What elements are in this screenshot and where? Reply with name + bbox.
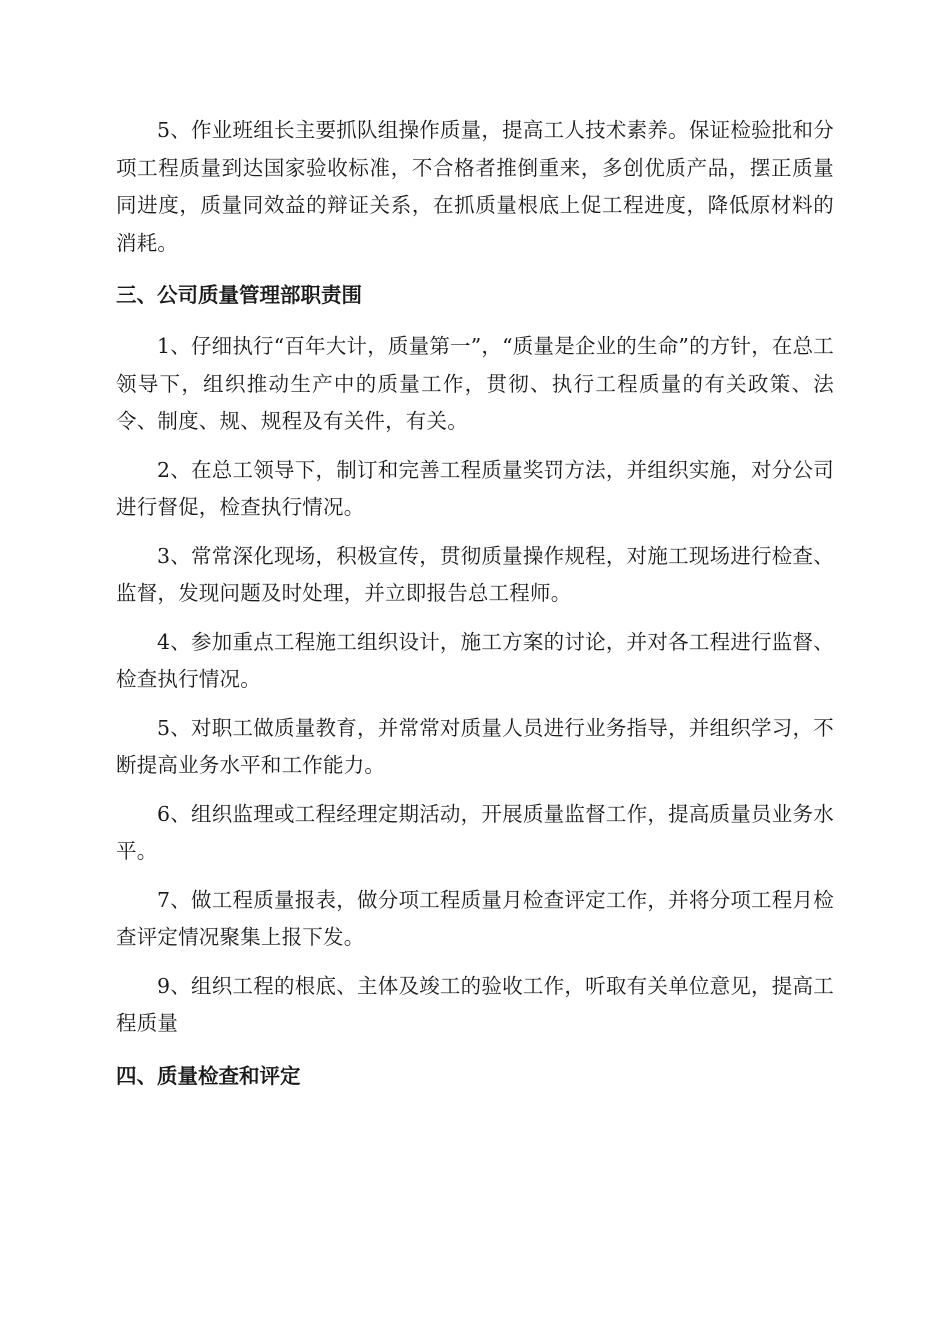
section-three-item-1: 1、仔细执行“百年大计，质量第一”，“质量是企业的生命”的方针，在总工领导下，组织推动生产中的质量工作，贯彻、执行工程质量的有关政策、法令、制度、规、规程及有关件，有关。 <box>116 334 834 433</box>
section-three-item-4: 4、参加重点工程施工组织设计，施工方案的讨论，并对各工程进行监督、检查执行情况。 <box>116 629 834 691</box>
section-heading-three: 三、公司质量管理部职责围 <box>116 283 362 307</box>
section-three-item-3: 3、常常深化现场，积极宣传，贯彻质量操作规程，对施工现场进行检查、监督，发现问题及时处理，并立即报告总工程师。 <box>116 543 834 605</box>
section-three-item-2: 2、在总工领导下，制订和完善工程质量奖罚方法，并组织实施，对分公司进行督促，检查执行情况。 <box>116 457 834 519</box>
paragraph-team-leader-duties: 5、作业班组长主要抓队组操作质量，提高工人技术素养。保证检验批和分项工程质量到达国家验收标准，不合格者推倒重来，多创优质产品，摆正质量同进度，质量同效益的辩证关系，在抓质量根底上促工程进度，降低原材料的消耗。 <box>116 118 834 255</box>
section-three-item-5: 5、对职工做质量教育，并常常对质量人员进行业务指导，并组织学习，不断提高业务水平和工作能力。 <box>116 715 834 777</box>
section-three-item-7: 7、做工程质量报表，做分项工程质量月检查评定工作，并将分项工程月检查评定情况聚集上报下发。 <box>116 887 834 949</box>
section-three-item-6: 6、组织监理或工程经理定期活动，开展质量监督工作，提高质量员业务水平。 <box>116 801 834 863</box>
document-page <box>116 112 834 1109</box>
section-heading-four: 四、质量检查和评定 <box>116 1063 301 1088</box>
section-three-item-9: 9、组织工程的根底、主体及竣工的验收工作，听取有关单位意见，提高工程质量 <box>116 973 834 1035</box>
